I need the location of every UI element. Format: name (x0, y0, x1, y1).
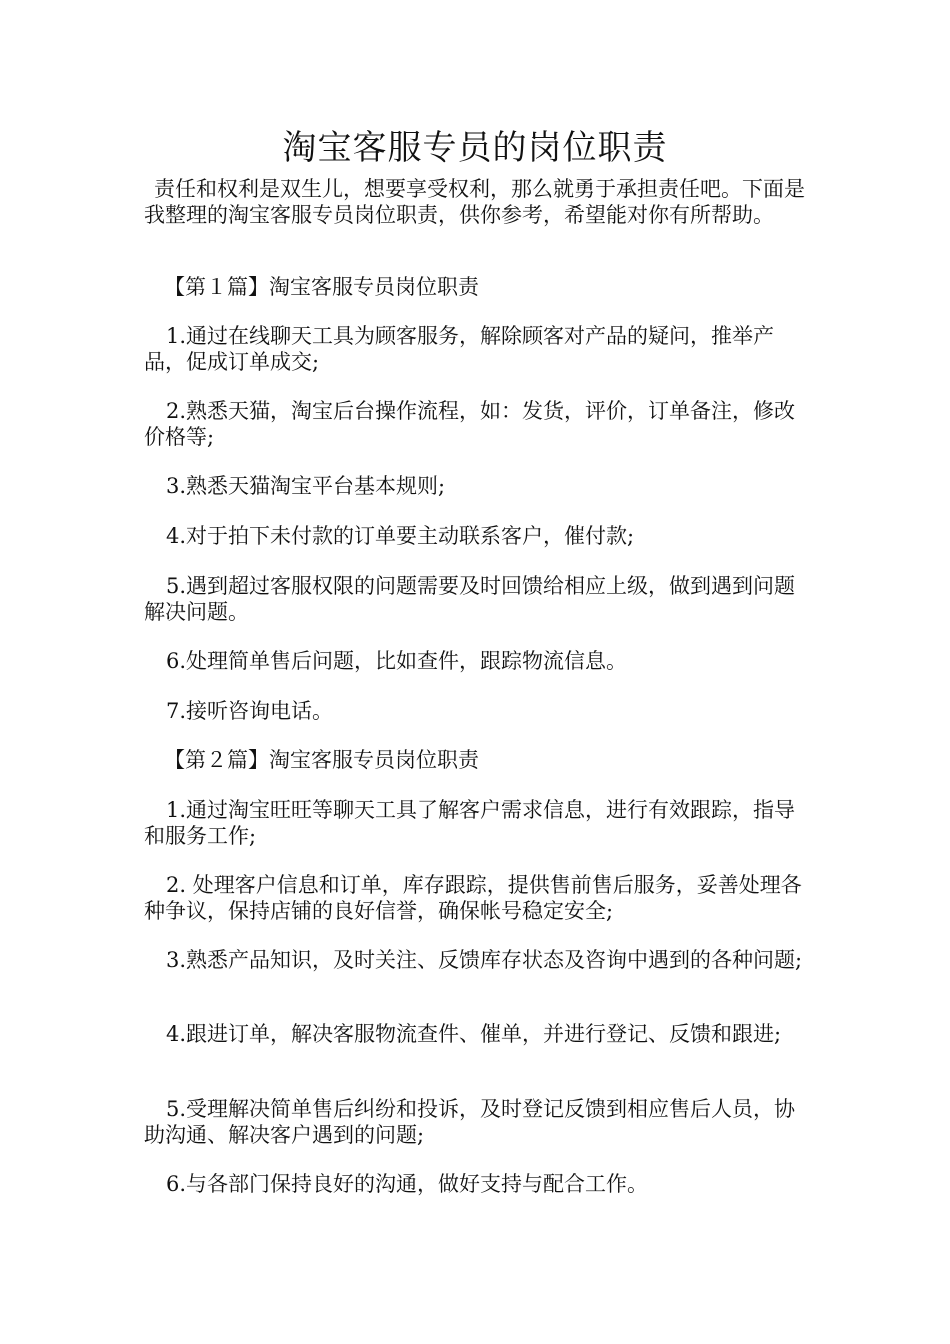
list-item: 6.与各部门保持良好的沟通，做好支持与配合工作。 (166, 1172, 649, 1196)
page-title: 淘宝客服专员的岗位职责 (282, 128, 668, 168)
section-heading-2: 【第２篇】淘宝客服专员岗位职责 (164, 748, 479, 772)
list-item: 3.熟悉产品知识，及时关注、反馈库存状态及咨询中遇到的各种问题; (166, 948, 803, 972)
list-item: 2.熟悉天猫，淘宝后台操作流程，如：发货，评价，订单备注，修改价格等; (144, 399, 796, 449)
list-item: 7.接听咨询电话。 (166, 699, 334, 723)
list-item: 6.处理简单售后问题，比如查件，跟踪物流信息。 (166, 649, 628, 673)
list-item: 2. 处理客户信息和订单，库存跟踪，提供售前售后服务，妥善处理各种争议，保持店铺的良好信誉，确保帐号稳定安全; (144, 873, 802, 923)
list-item: 1.通过在线聊天工具为顾客服务，解除顾客对产品的疑问，推举产品，促成订单成交; (144, 324, 775, 374)
intro-paragraph: 责任和权利是双生儿，想要享受权利，那么就勇于承担责任吧。下面是我整理的淘宝客服专员岗位职责，供你参考，希望能对你有所帮助。 (144, 177, 805, 227)
list-item: 4.对于拍下未付款的订单要主动联系客户，催付款; (166, 524, 635, 548)
list-item: 1.通过淘宝旺旺等聊天工具了解客户需求信息，进行有效跟踪，指导和服务工作; (144, 798, 796, 848)
list-item: 4.跟进订单，解决客服物流查件、催单，并进行登记、反馈和跟进; (166, 1022, 782, 1046)
section-heading-1: 【第１篇】淘宝客服专员岗位职责 (164, 275, 479, 299)
list-item: 3.熟悉天猫淘宝平台基本规则; (166, 474, 446, 498)
list-item: 5.受理解决简单售后纠纷和投诉，及时登记反馈到相应售后人员，协助沟通、解决客户遇到的问题; (144, 1097, 796, 1147)
list-item: 5.遇到超过客服权限的问题需要及时回馈给相应上级，做到遇到问题解决问题。 (144, 574, 796, 624)
